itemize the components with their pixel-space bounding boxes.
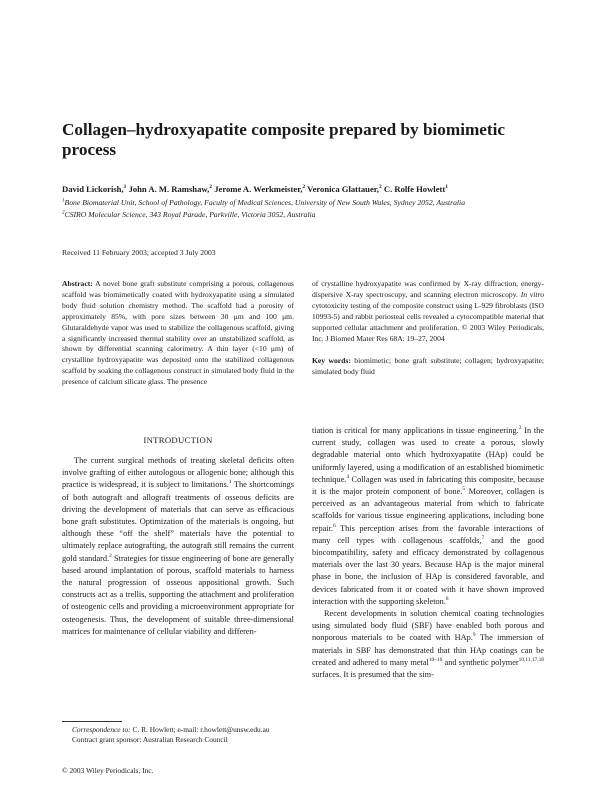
- author: Veronica Glattauer,$^2$: [307, 184, 382, 194]
- author: C. Rolfe Howlett$^1$: [383, 184, 449, 194]
- footnotes: [62, 725, 294, 745]
- grant-sponsor: Contract grant sponsor: Australian Research Council: [72, 735, 228, 745]
- section-heading-introduction: INTRODUCTION: [143, 435, 213, 445]
- author-list: [62, 184, 552, 195]
- paragraph: The current surgical methods of treating skeletal deficits often involve grafting of either autologous or allogenic bone; although this practice is widespread, it is subject to limitations.$^1$ The shortcomings of both autograft and allograft treatments of osseous deficits are driving the development of materials that can serve as efficacious bone graft substitutes. Optimization of the materials is ongoing, but although these “off the shelf” materials have the potential to ultimately replace autografting, the autograft still remains the current gold standard.$^2$ Strategies for tissue engineering of bone are generally based around implantation of porous, scaffold materials to harness the natural progression of osseous appositional growth. Such constructs act as a trellis, supporting the attachment and proliferation of osteogenic cells and providing a microenvironment appropriate for osteogenesis. Thus, the development of suitable three-dimensional matrices for maintenance of cellular viability and differen-: [62, 456, 294, 636]
- paragraph: Recent developments in solution chemical coating technologies using simulated body fluid (SBF) have enabled both porous and nonporous materials to be coated with HAp.$^9$ The immersion of materials in SBF has demonstrated that thin HAp coatings can be created and adhered to many metal$^{10-16}$ and synthetic polymer$^{10,11,17,18}$ surfaces. It is presumed that the sim-: [312, 609, 545, 680]
- abstract-right: of crystalline hydroxyapatite was confirmed by X-ray diffraction, energy-dispersive X-ray spectroscopy, and scanning electron microscopy. In vitro cytotoxicity testing of the composite construct using L-929 fibroblasts (ISO 10993-5) and rabbit periosteal cells revealed a cytocompatible material that supported cellular attachment and proliferation. © 2003 Wiley Periodicals, Inc. J Biomed Mater Res 68A: 19–27, 2004 Key words: biomimetic; bone graft substitute; collagen; hydroxyapatite; simulated body fluid: [312, 279, 544, 377]
- article-title: Collagen–hydroxyapatite composite prepared by biomimetic process: [62, 120, 506, 159]
- affiliation: $^2$CSIRO Molecular Science, 343 Royal Parade, Parkville, Victoria 3052, Australia: [62, 209, 316, 219]
- copyright: © 2003 Wiley Periodicals, Inc.: [62, 766, 154, 775]
- author: John A. M. Ramshaw,$^2$: [128, 184, 213, 194]
- abstract-label: Abstract:: [62, 279, 93, 288]
- paragraph: tiation is critical for many applications in tissue engineering.$^3$ In the current study, collagen was used to create a porous, slowly degradable material onto which hydroxyapatite (HAp) could be uniformly layered, using a modification of an established biomimetic technique.$^4$ Collagen was used in fabricating this composite, because it is the major protein component of bone.$^5$ Moreover, collagen is perceived as an advantageous material from which to fabricate scaffolds for various tissue engineering applications, including bone repair.$^6$ This perception arises from the favorable interactions of many cell types with collagenous scaffolds,$^7$ and the good biocompatibility, safety and efficacy demonstrated by collagenous materials over the last 30 years. Because HAp is the major mineral phase in bone, the inclusion of HAp is considered favorable, and devices fabricated from it or coated with it have shown improved interaction with the supporting skeleton.$^8$: [312, 425, 544, 606]
- keywords: Key words: biomimetic; bone graft substitute; collagen; hydroxyapatite; simulated body fluid: [312, 356, 544, 377]
- abstract-left: [62, 279, 294, 388]
- correspondence: Correspondence to: C. R. Howlett; e-mail: r.howlett@unsw.edu.au: [72, 725, 270, 734]
- received-dates: Received 11 February 2003; accepted 3 July 2003: [62, 248, 216, 257]
- abstract-text: A novel bone graft substitute comprising a porous, collagenous scaffold was biomimetically coated with hydroxyapatite using a simulated body fluid solution chemistry method. The scaffold had a porosity of approximately 85%, with pore sizes between 30 μm and 100 μm. Glutaraldehyde vapor was used to stabilize the collagenous scaffold, giving a significantly increased thermal stability over an unstabilized scaffold, as shown by differential scanning calorimetry. A thin layer (<10 μm) of crystalline hydroxyapatite was deposited onto the stabilized collagenous scaffold by soaking the collagenous construct in simulated body fluid in the presence of calcium silicate glass. The presence: [62, 279, 294, 387]
- body-left-column: [62, 455, 294, 638]
- body-right-column: [312, 425, 544, 681]
- footnote-rule: [62, 721, 122, 722]
- author: Jerome A. Werkmeister,$^2$: [214, 184, 306, 194]
- author: David Lickorish,$^1$: [62, 184, 127, 194]
- affiliations: [62, 197, 552, 220]
- affiliation: $^1$Bone Biomaterial Unit, School of Pathology, Faculty of Medical Sciences, University of New South Wales, Sydney 2052, Australia: [62, 198, 466, 207]
